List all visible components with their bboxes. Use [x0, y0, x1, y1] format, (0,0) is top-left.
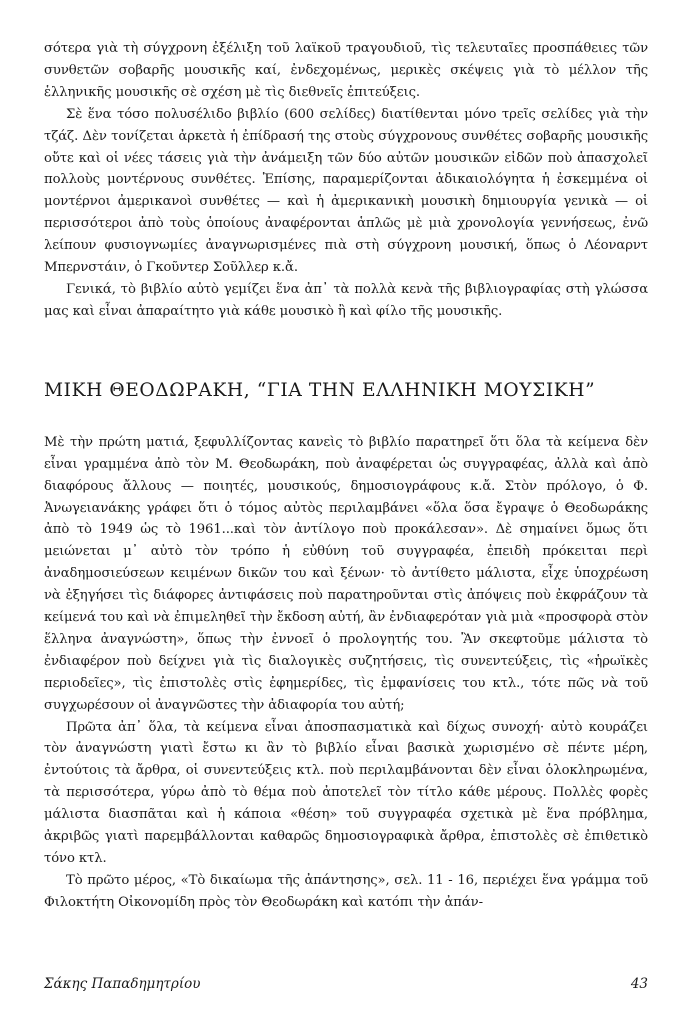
- paragraph: Γενικά, τὸ βιβλίο αὐτὸ γεμίζει ἕνα ἀπ᾽ τὰ πολλὰ κενὰ τῆς βιβλιογραφίας στὴ γλώσσα μας καὶ εἶναι ἀπαραίτητο γιὰ κάθε μουσικὸ ἢ καὶ φίλο τῆς μουσικῆς.: [44, 281, 648, 319]
- footer-author: Σάκης Παπαδημητρίου: [44, 976, 201, 992]
- page-footer: [44, 976, 648, 992]
- page-number: 43: [630, 976, 648, 992]
- section-spacer: [44, 323, 648, 378]
- paragraph: Μὲ τὴν πρώτη ματιά, ξεφυλλίζοντας κανεὶς τὸ βιβλίο παρατηρεῖ ὅτι ὅλα τὰ κείμενα δὲν εἶναι γραμμένα ἀπὸ τὸν Μ. Θεοδωράκη, ποὺ ἀναφέρεται ὡς συγγραφέας, ἀλλὰ καὶ ἀπὸ διαφόρους ἄλλους — ποιητές, μουσικούς, δημοσιογράφους κ.ἄ. Στὸν πρόλογο, ὁ Φ. Ἀνωγειανάκης γράφει ὅτι ὁ τόμος αὐτὸς περιλαμβάνει «ὅλα ὅσα ἔγραψε ὁ Θεοδωράκης ἀπὸ τὸ 1949 ὡς τὸ 1961...καὶ τὸν ἀντίλογο ποὺ προκάλεσαν». Δὲ σημαίνει ὅμως ὅτι μειώνεται μ᾽ αὐτὸ τὸν τρόπο ἡ εὐθύνη τοῦ συγγραφέα, ἐπειδὴ πρόκειται περὶ ἀναδημοσιεύσεων κειμένων δικῶν του καὶ ξένων· τὸ ἀντίθετο μάλιστα, εἶχε ὑποχρέωση νὰ ἐξηγήσει τὶς διάφορες ἀντιφάσεις ποὺ παρατηροῦνται στὶς ἀπόψεις ποὺ ἐκφράζουν τὰ κείμενά του καὶ νὰ ἐπιμεληθεῖ τὴν ἔκδοση αὐτή, ἂν ἐνδιαφερόταν γιὰ μιὰ «προσφορὰ στὸν ἕλληνα ἀναγνώστη», ὅπως τὴν ἐννοεῖ ὁ προλογητής του. Ἂν σκεφτοῦμε μάλιστα τὸ ἐνδιαφέρον ποὺ δείχνει γιὰ τὶς διαλογικὲς συζητήσεις, τὶς συνεντεύξεις, τὶς «ἡρωϊκὲς περιοδεῖες», τὶς ἐπιστολὲς στὶς ἐφημερίδες, τὶς ἐμφανίσεις του κτλ., τότε πῶς νὰ τοῦ συγχωρέσουν οἱ ἀναγνῶστες τὴν ἀδιαφορία του αὐτή;: [44, 434, 648, 713]
- heading-spacer: [44, 404, 648, 432]
- previous-article-continuation: [44, 38, 648, 323]
- paragraph: σότερα γιὰ τὴ σύγχρονη ἐξέλιξη τοῦ λαϊκοῦ τραγουδιοῦ, τὶς τελευταῖες προσπάθειες τῶν συνθετῶν σοβαρῆς μουσικῆς καί, ἐνδεχομένως, μερικὲς σκέψεις γιὰ τὸ μέλλον τῆς ἑλληνικῆς μουσικῆς σὲ σχέση μὲ τὶς διεθνεῖς ἐπιτεύξεις.: [44, 41, 648, 100]
- page-body: [44, 38, 648, 914]
- paragraph: Σὲ ἕνα τόσο πολυσέλιδο βιβλίο (600 σελίδες) διατίθενται μόνο τρεῖς σελίδες γιὰ τὴν τζάζ. Δὲν τονίζεται ἀρκετὰ ἡ ἐπίδρασή της στοὺς σύγχρονους συνθέτες σοβαρῆς μουσικῆς οὔτε καὶ οἱ νέες τάσεις γιὰ τὴν ἀνάμειξη τῶν δύο αὐτῶν μουσικῶν εἰδῶν ποὺ ἀπασχολεῖ πολλοὺς μοντέρνους συνθέτες. Ἐπίσης, παραμερίζονται ἀδικαιολόγητα ἡ ἐσκεμμένα οἱ μοντέρνοι ἀμερικανοὶ συνθέτες — καὶ ἡ ἀμερικανικὴ μουσικὴ δημιουργία γενικὰ — οἱ περισσότεροι ἀπὸ τοὺς ὁποίους ἀναφέρονται ἁπλῶς μὲ μιὰ χρονολογία γεννήσεως, ἐνῶ λείπουν φυσιογνωμίες ἀναγνωρισμένες πιὰ στὴ σύγχρονη μουσική, ὅπως ὁ Λέοναρντ Μπερνστάιν, ὁ Γκοῦντερ Σοῦλλερ κ.ἄ.: [44, 106, 648, 276]
- paragraph: Πρῶτα ἀπ᾽ ὅλα, τὰ κείμενα εἶναι ἀποσπασματικὰ καὶ δίχως συνοχή· αὐτὸ κουράζει τὸν ἀναγνώστη γιατὶ ἔστω κι ἂν τὸ βιβλίο εἶναι βασικὰ χωρισμένο σὲ πέντε μέρη, ἐντούτοις τὰ ἄρθρα, οἱ συνεντεύξεις κτλ. ποὺ περιλαμβάνονται δὲν εἶναι ὁλοκληρωμένα, τὰ περισσότερα, γύρω ἀπὸ τὸ θέμα ποὺ ἀποτελεῖ τὸν τίτλο κάθε μέρους. Πολλὲς φορὲς μάλιστα διασπᾶται καὶ ἡ κάποια «θέση» τοῦ συγγραφέα σχετικὰ μὲ ἕνα πρόβλημα, ἀκριβῶς γιατὶ παρεμβάλλονται καθαρῶς δημοσιογραφικὰ ἄρθρα, ἐπιστολὲς σὲ ἐπιθετικὸ τόνο κτλ.: [44, 719, 648, 866]
- section-heading: ΜΙΚΗ ΘΕΟΔΩΡΑΚΗ, “ΓΙΑ ΤΗΝ ΕΛΛΗΝΙΚΗ ΜΟΥΣΙΚΗ”: [44, 379, 596, 401]
- review-article: [44, 432, 648, 914]
- paragraph: Τὸ πρῶτο μέρος, «Τὸ δικαίωμα τῆς ἀπάντησης», σελ. 11 - 16, περιέχει ἕνα γράμμα τοῦ Φιλοκτήτη Οἰκονομίδη πρὸς τὸν Θεοδωράκη καὶ κατόπι τὴν ἀπάν-: [44, 872, 648, 910]
